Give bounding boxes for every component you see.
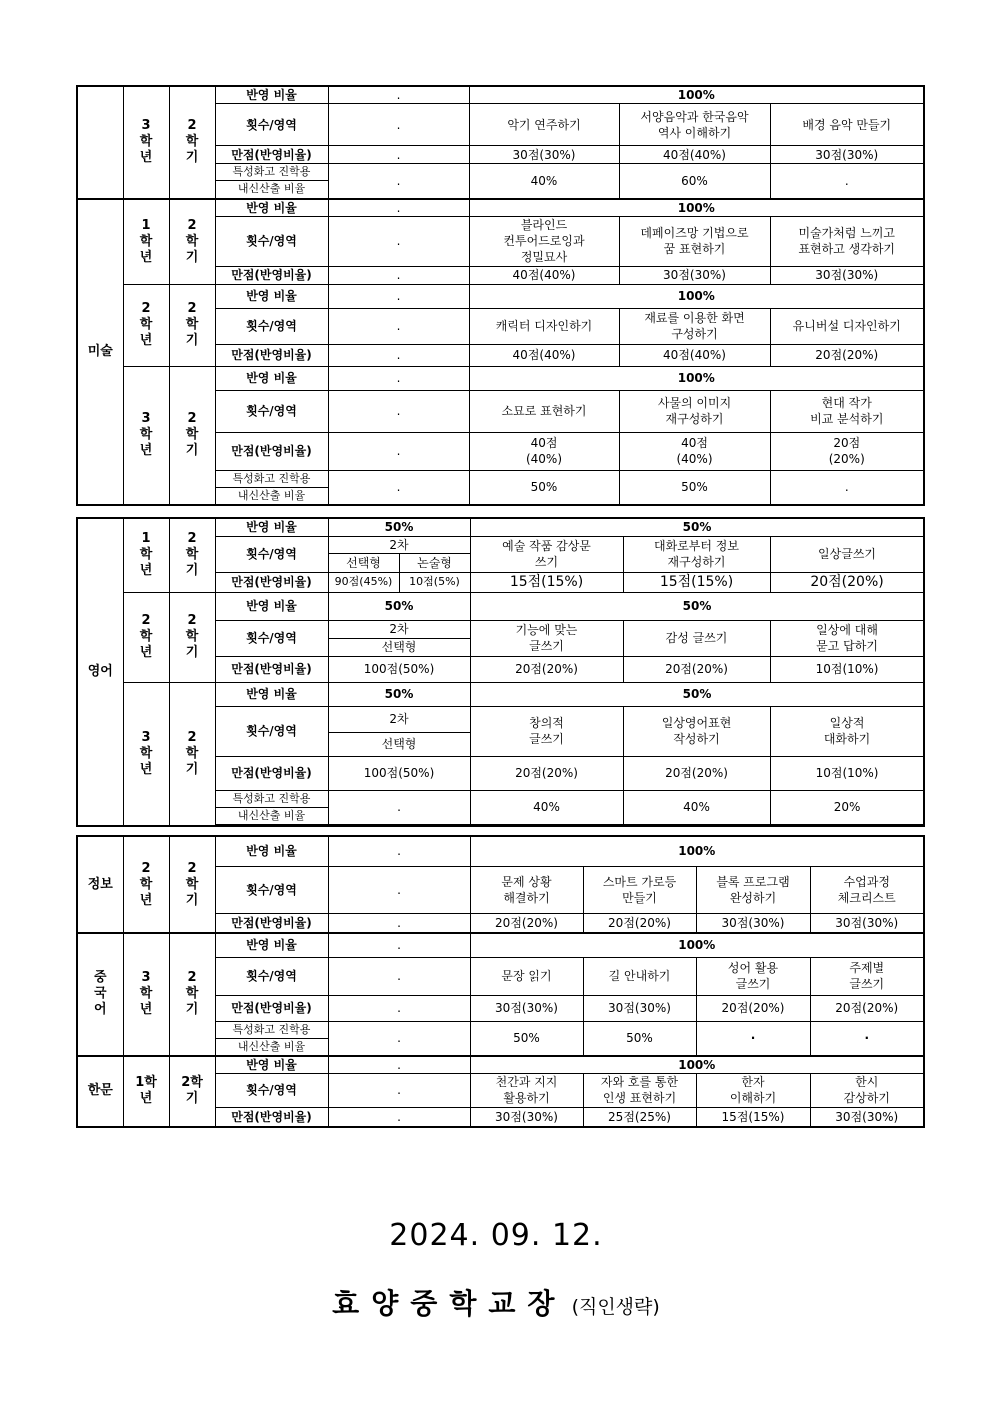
eng-g1-semester: 2 학 기	[169, 518, 215, 592]
perf-area-3: 일상적 대화하기	[770, 706, 924, 756]
score-label: 만점(반영비율)	[215, 1107, 328, 1127]
exam-score: .	[328, 344, 469, 366]
area-label: 횟수/영역	[215, 104, 328, 146]
perf-ratio: 100%	[469, 199, 924, 217]
exam-score: .	[328, 1107, 470, 1127]
music-g3-semester: 2 학 기	[169, 86, 215, 199]
hanmun-grade: 1학 년	[123, 1056, 169, 1128]
exam-score-1: 90점(45%)	[328, 572, 399, 592]
perf-score-4: 20점(20%)	[810, 995, 924, 1021]
chinese-semester: 2 학 기	[169, 933, 215, 1056]
perf-area-3: 현대 작가 비교 분석하기	[770, 390, 924, 432]
exam-ratio: .	[328, 933, 470, 957]
perf-score-2: 15점(15%)	[623, 572, 770, 592]
exam-ratio: .	[328, 836, 470, 866]
exam-ratio: 50%	[328, 592, 470, 620]
perf-area-3: 배경 음악 만들기	[770, 104, 924, 146]
perf-score-1: 40점 (40%)	[469, 432, 619, 470]
perf-area-1: 예술 작품 감상문 쓰기	[470, 536, 623, 572]
exam-ratio: .	[328, 284, 469, 308]
info-semester: 2 학 기	[169, 836, 215, 933]
area-label: 횟수/영역	[215, 536, 328, 572]
ratio-label: 반영 비율	[215, 199, 328, 217]
perf-ratio: 100%	[469, 86, 924, 104]
perf-score-1: 20점(20%)	[470, 756, 623, 790]
perf-area-3: 일상에 대해 묻고 답하기	[770, 620, 924, 656]
special-3: .	[770, 470, 924, 505]
special-label: 특성화고 진학용	[215, 790, 328, 807]
grade-table-english	[76, 517, 925, 827]
perf-area-4: 한시 감상하기	[810, 1073, 924, 1107]
perf-score-3: 20점(20%)	[770, 572, 924, 592]
ratio-label: 반영 비율	[215, 1056, 328, 1074]
exam-ratio: .	[328, 1056, 470, 1074]
perf-area-2: 데페이즈망 기법으로 꿈 표현하기	[619, 216, 770, 266]
info-subject: 정보	[77, 836, 123, 933]
exam-score: .	[328, 995, 470, 1021]
score-label: 만점(반영비율)	[215, 146, 328, 164]
ratio-label: 반영 비율	[215, 284, 328, 308]
perf-score-2: 20점(20%)	[623, 756, 770, 790]
ratio-label: 반영 비율	[215, 592, 328, 620]
art-g3-grade: 3 학 년	[123, 366, 169, 505]
art-g3-semester: 2 학 기	[169, 366, 215, 505]
ratio-label: 반영 비율	[215, 836, 328, 866]
perf-score-1: 30점(30%)	[470, 1107, 583, 1127]
area-label: 횟수/영역	[215, 216, 328, 266]
special-1: 50%	[470, 1021, 583, 1056]
perf-score-1: 30점(30%)	[470, 995, 583, 1021]
perf-area-1: 캐릭터 디자인하기	[469, 308, 619, 344]
perf-score-1: 30점(30%)	[469, 146, 619, 164]
perf-area-2: 사물의 이미지 재구성하기	[619, 390, 770, 432]
exam-area: .	[328, 1073, 470, 1107]
perf-area-3: 성어 활용 글쓰기	[696, 957, 810, 995]
eng-g2-semester: 2 학 기	[169, 592, 215, 682]
perf-score-2: 30점(30%)	[619, 266, 770, 284]
perf-score-3: 10점(10%)	[770, 756, 924, 790]
area-label: 횟수/영역	[215, 1073, 328, 1107]
perf-area-3: 한자 이해하기	[696, 1073, 810, 1107]
special-1: 50%	[469, 470, 619, 505]
perf-area-1: 블라인드 컨투어드로잉과 정밀묘사	[469, 216, 619, 266]
perf-score-1: 20점(20%)	[470, 656, 623, 682]
exam-ratio: .	[328, 86, 469, 104]
eng-g2-grade: 2 학 년	[123, 592, 169, 682]
perf-ratio: 50%	[470, 592, 924, 620]
art-g2-semester: 2 학 기	[169, 284, 215, 366]
hanmun-subject: 한문	[77, 1056, 123, 1128]
area-label: 횟수/영역	[215, 957, 328, 995]
ratio-label: 반영 비율	[215, 86, 328, 104]
special-2: 40%	[623, 790, 770, 824]
special-2: 50%	[583, 1021, 696, 1056]
perf-score-1: 40점(40%)	[469, 266, 619, 284]
eng-g1-grade: 1 학 년	[123, 518, 169, 592]
perf-area-2: 대화로부터 정보 재구성하기	[623, 536, 770, 572]
ratio-label: 반영 비율	[215, 933, 328, 957]
exam-score: 100점(50%)	[328, 756, 470, 790]
exam-area: .	[328, 216, 469, 266]
perf-score-3: 30점(30%)	[770, 266, 924, 284]
exam-score: .	[328, 432, 469, 470]
chinese-subject: 중 국 어	[77, 933, 123, 1056]
principal-signature	[0, 1282, 992, 1322]
perf-score-2: 40점 (40%)	[619, 432, 770, 470]
exam-special: .	[328, 164, 469, 199]
hanmun-semester: 2학 기	[169, 1056, 215, 1128]
music-g3-grade: 3 학 년	[123, 86, 169, 199]
perf-score-2: 20점(20%)	[583, 913, 696, 933]
chinese-grade: 3 학 년	[123, 933, 169, 1056]
perf-area-2: 감성 글쓰기	[623, 620, 770, 656]
special-label-2: 내신산출 비율	[215, 1038, 328, 1056]
perf-area-1: 문장 읽기	[470, 957, 583, 995]
perf-area-2: 길 안내하기	[583, 957, 696, 995]
eng-g3-semester: 2 학 기	[169, 682, 215, 826]
exam-ratio: .	[328, 366, 469, 390]
exam-area: .	[328, 308, 469, 344]
exam-special: .	[328, 1021, 470, 1056]
art-g1-grade: 1 학 년	[123, 199, 169, 285]
perf-score-1: 15점(15%)	[470, 572, 623, 592]
art-g2-ratio-row	[77, 284, 924, 308]
special-label-2: 내신산출 비율	[215, 487, 328, 505]
chinese-ratio-row	[77, 933, 924, 957]
english-subject: 영어	[77, 518, 123, 826]
exam-area: .	[328, 957, 470, 995]
special-label: 특성화고 진학용	[215, 470, 328, 487]
exam-ratio: 50%	[328, 682, 470, 706]
exam-type-2: 논술형	[399, 553, 470, 572]
perf-area-2: 스마트 가로등 만들기	[583, 866, 696, 913]
hanmun-ratio-row	[77, 1056, 924, 1074]
art-g1-semester: 2 학 기	[169, 199, 215, 285]
perf-area-3: 일상글쓰기	[770, 536, 924, 572]
exam-type: 선택형	[328, 638, 470, 656]
perf-area-1: 천간과 지지 활용하기	[470, 1073, 583, 1107]
exam-area: .	[328, 866, 470, 913]
art-g2-grade: 2 학 년	[123, 284, 169, 366]
area-label: 횟수/영역	[215, 308, 328, 344]
perf-area-4: 수업과정 체크리스트	[810, 866, 924, 913]
perf-ratio: 100%	[469, 284, 924, 308]
perf-score-1: 40점(40%)	[469, 344, 619, 366]
exam-round: 2차	[328, 620, 470, 638]
grade-table-music-art	[76, 85, 925, 506]
music-subject-cell	[77, 86, 123, 199]
exam-score: .	[328, 913, 470, 933]
special-3: ·	[696, 1021, 810, 1056]
eng-g2-ratio-row	[77, 592, 924, 620]
perf-score-2: 40점(40%)	[619, 344, 770, 366]
exam-score: 100점(50%)	[328, 656, 470, 682]
score-label: 만점(반영비율)	[215, 432, 328, 470]
perf-score-4: 30점(30%)	[810, 1107, 924, 1127]
area-label: 횟수/영역	[215, 866, 328, 913]
perf-area-3: 미술가처럼 느끼고 표현하고 생각하기	[770, 216, 924, 266]
perf-area-2: 자와 호를 통한 인생 표현하기	[583, 1073, 696, 1107]
document-date: 2024. 09. 12.	[389, 1218, 603, 1253]
perf-area-2: 서양음악과 한국음악 역사 이해하기	[619, 104, 770, 146]
perf-ratio: 100%	[470, 836, 924, 866]
special-label: 특성화고 진학용	[215, 1021, 328, 1038]
special-2: 60%	[619, 164, 770, 199]
perf-area-2: 일상영어표현 작성하기	[623, 706, 770, 756]
perf-score-3: 20점(20%)	[696, 995, 810, 1021]
special-3: .	[770, 164, 924, 199]
exam-ratio: .	[328, 199, 469, 217]
exam-round: 2차	[328, 536, 470, 553]
school-principal-name: 효양중학교장	[332, 1287, 567, 1320]
art-subject: 미술	[77, 199, 123, 505]
score-label: 만점(반영비율)	[215, 756, 328, 790]
perf-ratio: 100%	[470, 1056, 924, 1074]
perf-score-2: 25점(25%)	[583, 1107, 696, 1127]
area-label: 횟수/영역	[215, 620, 328, 656]
exam-special: .	[328, 470, 469, 505]
perf-score-3: 20점(20%)	[770, 344, 924, 366]
perf-score-3: 30점(30%)	[696, 913, 810, 933]
score-label: 만점(반영비율)	[215, 266, 328, 284]
ratio-label: 반영 비율	[215, 366, 328, 390]
area-label: 횟수/영역	[215, 706, 328, 756]
perf-area-1: 창의적 글쓰기	[470, 706, 623, 756]
exam-type: 선택형	[328, 732, 470, 756]
score-label: 만점(반영비율)	[215, 913, 328, 933]
seal-omitted-note: (직인생략)	[571, 1296, 660, 1318]
special-2: 50%	[619, 470, 770, 505]
perf-score-3: 20점 (20%)	[770, 432, 924, 470]
score-label: 만점(반영비율)	[215, 572, 328, 592]
info-ratio-row	[77, 836, 924, 866]
perf-score-2: 40점(40%)	[619, 146, 770, 164]
art-g1-ratio-row	[77, 199, 924, 217]
exam-score-2: 10점(5%)	[399, 572, 470, 592]
exam-special: .	[328, 790, 470, 824]
perf-area-1: 소묘로 표현하기	[469, 390, 619, 432]
score-label: 만점(반영비율)	[215, 656, 328, 682]
grade-table-info-chinese-hanmun	[76, 835, 925, 1128]
perf-area-1: 문제 상황 해결하기	[470, 866, 583, 913]
perf-ratio: 50%	[470, 518, 924, 536]
exam-score: .	[328, 266, 469, 284]
perf-score-2: 30점(30%)	[583, 995, 696, 1021]
exam-score: .	[328, 146, 469, 164]
perf-area-4: 주제별 글쓰기	[810, 957, 924, 995]
eng-g1-ratio-row	[77, 518, 924, 536]
music-g3-ratio-row	[77, 86, 924, 104]
ratio-label: 반영 비율	[215, 682, 328, 706]
special-4: ·	[810, 1021, 924, 1056]
exam-area: .	[328, 390, 469, 432]
perf-area-3: 블록 프로그램 완성하기	[696, 866, 810, 913]
perf-area-3: 유니버설 디자인하기	[770, 308, 924, 344]
perf-score-3: 10점(10%)	[770, 656, 924, 682]
perf-score-4: 30점(30%)	[810, 913, 924, 933]
score-label: 만점(반영비율)	[215, 995, 328, 1021]
exam-type-1: 선택형	[328, 553, 399, 572]
area-label: 횟수/영역	[215, 390, 328, 432]
special-1: 40%	[470, 790, 623, 824]
exam-area: .	[328, 104, 469, 146]
special-3: 20%	[770, 790, 924, 824]
perf-score-3: 30점(30%)	[770, 146, 924, 164]
perf-ratio: 100%	[470, 933, 924, 957]
special-label-2: 내신산출 비율	[215, 181, 328, 199]
exam-ratio: 50%	[328, 518, 470, 536]
perf-score-2: 20점(20%)	[623, 656, 770, 682]
perf-score-3: 15점(15%)	[696, 1107, 810, 1127]
special-1: 40%	[469, 164, 619, 199]
perf-area-2: 재료를 이용한 화면 구성하기	[619, 308, 770, 344]
perf-ratio: 50%	[470, 682, 924, 706]
ratio-label: 반영 비율	[215, 518, 328, 536]
exam-round: 2차	[328, 706, 470, 732]
perf-ratio: 100%	[469, 366, 924, 390]
perf-area-1: 악기 연주하기	[469, 104, 619, 146]
perf-score-1: 20점(20%)	[470, 913, 583, 933]
perf-area-1: 기능에 맞는 글쓰기	[470, 620, 623, 656]
special-label: 특성화고 진학용	[215, 164, 328, 181]
special-label-2: 내신산출 비율	[215, 807, 328, 824]
eng-g3-ratio-row	[77, 682, 924, 706]
info-grade: 2 학 년	[123, 836, 169, 933]
art-g3-ratio-row	[77, 366, 924, 390]
eng-g3-grade: 3 학 년	[123, 682, 169, 826]
score-label: 만점(반영비율)	[215, 344, 328, 366]
